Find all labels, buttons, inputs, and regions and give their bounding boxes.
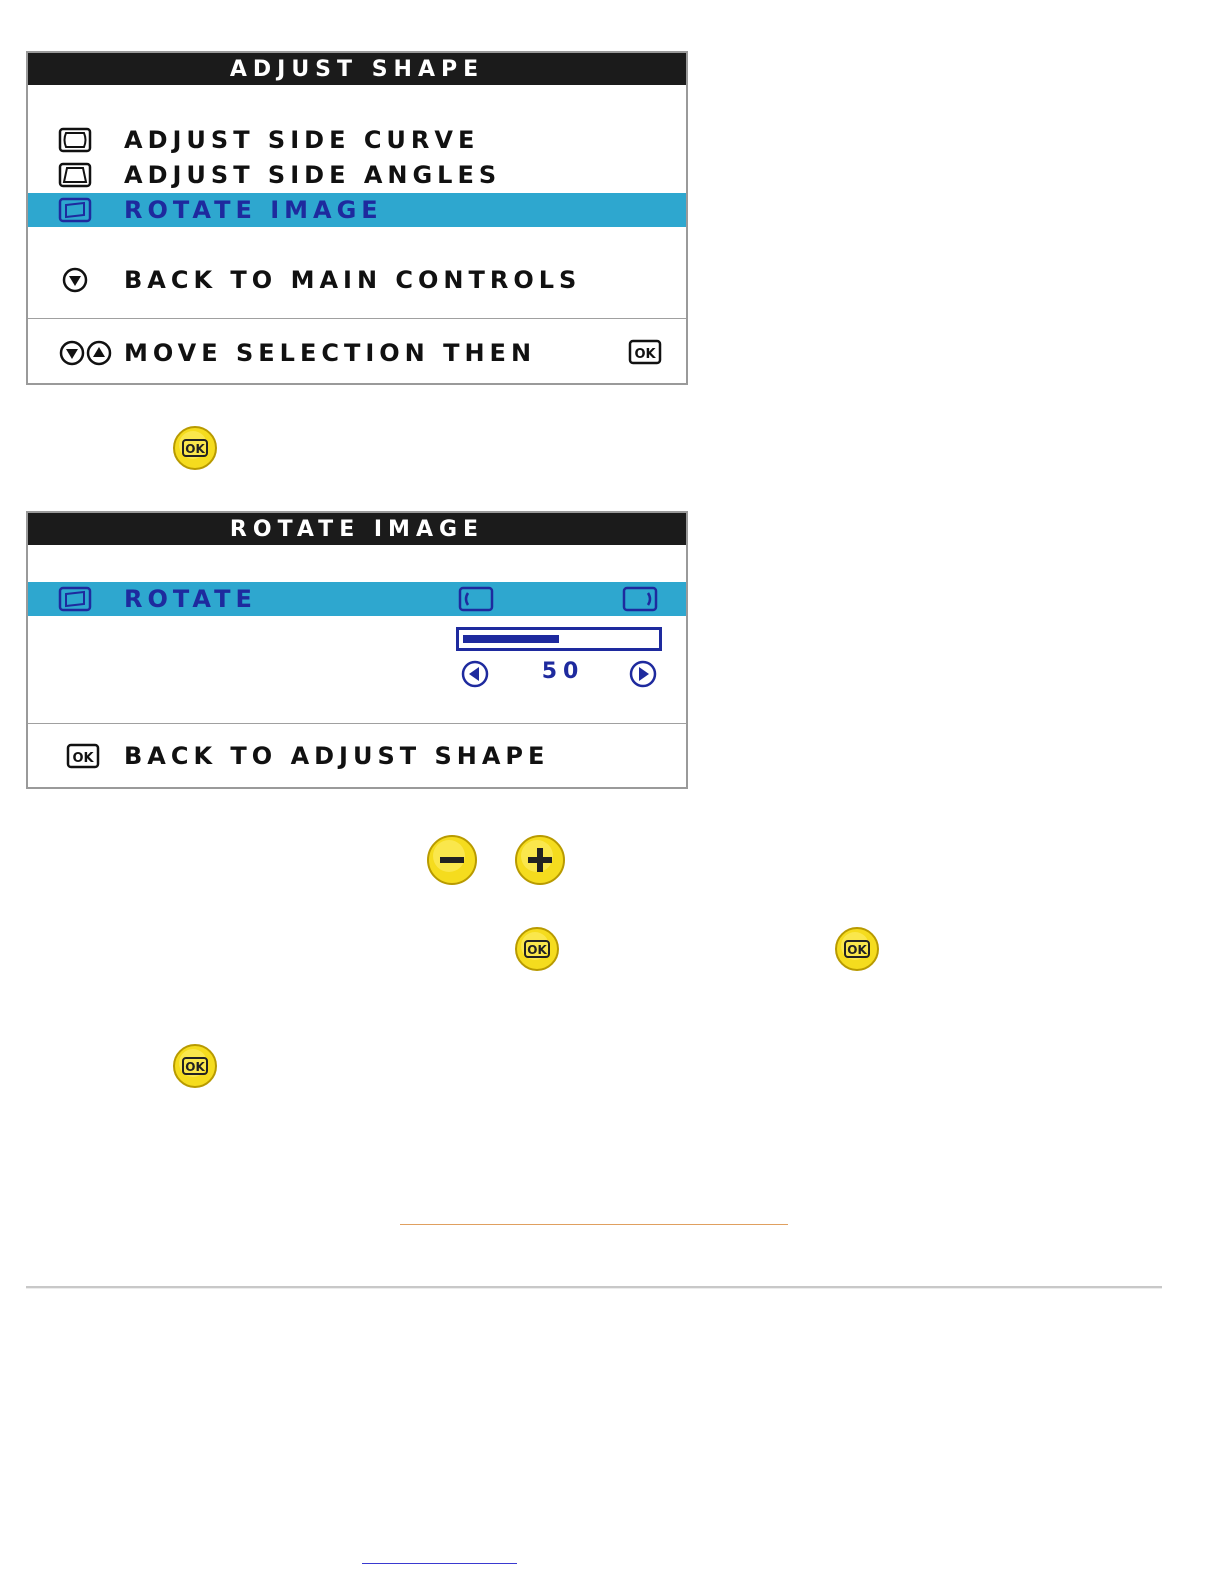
ok-key-icon: [66, 743, 100, 773]
menu-item-label: ADJUST SIDE ANGLES: [124, 161, 502, 189]
ok-button-icon: [172, 1043, 218, 1089]
plus-button-icon: [514, 834, 566, 886]
menu-item-rotate-image[interactable]: [28, 193, 686, 227]
menu-item-label: ROTATE IMAGE: [124, 196, 383, 224]
rotate-value: 50: [541, 659, 585, 684]
menu-item-label: ROTATE: [124, 585, 257, 613]
osd-divider: [28, 723, 686, 724]
right-arrow-icon[interactable]: [629, 660, 657, 692]
menu-item-adjust-side-angles[interactable]: [28, 158, 686, 192]
rotate-image-osd: [26, 511, 688, 789]
down-up-arrows-icon: [58, 338, 114, 368]
side-curve-icon: [58, 125, 92, 155]
rotate-image-icon: [58, 584, 92, 614]
rotate-left-icon: [458, 586, 494, 616]
horizontal-rule: [26, 1286, 1162, 1289]
adjust-shape-osd: [26, 51, 688, 385]
ok-button-icon: [514, 926, 560, 972]
slider-fill: [463, 635, 559, 643]
menu-item-label: ADJUST SIDE CURVE: [124, 126, 480, 154]
side-angles-icon: [58, 160, 92, 190]
svg-text:OK: OK: [185, 442, 205, 456]
menu-item-rotate[interactable]: [28, 582, 686, 616]
rotate-image-icon: [58, 195, 92, 225]
ok-button-icon: [172, 425, 218, 471]
menu-item-back-to-adjust-shape[interactable]: [28, 739, 686, 773]
down-arrow-icon: [58, 265, 92, 295]
minus-button-icon: [426, 834, 478, 886]
ok-button-icon: [834, 926, 880, 972]
link-underline[interactable]: [400, 1224, 788, 1225]
svg-text:OK: OK: [185, 1060, 205, 1074]
left-arrow-icon[interactable]: [461, 660, 489, 692]
rotate-slider[interactable]: [456, 627, 662, 651]
osd-divider: [28, 318, 686, 319]
ok-key-icon: [628, 339, 662, 369]
menu-item-back-to-main-controls[interactable]: [28, 263, 686, 297]
svg-text:OK: OK: [634, 347, 656, 362]
osd-footer: [28, 336, 686, 370]
osd-title: ROTATE IMAGE: [28, 513, 686, 545]
svg-text:OK: OK: [527, 943, 547, 957]
link-underline[interactable]: [362, 1563, 517, 1564]
footer-label: MOVE SELECTION THEN: [124, 339, 537, 367]
svg-text:OK: OK: [72, 751, 94, 766]
svg-text:OK: OK: [847, 943, 867, 957]
osd-title: ADJUST SHAPE: [28, 53, 686, 85]
menu-item-adjust-side-curve[interactable]: [28, 123, 686, 157]
menu-item-label: BACK TO ADJUST SHAPE: [124, 742, 550, 770]
menu-item-label: BACK TO MAIN CONTROLS: [124, 266, 582, 294]
rotate-right-icon: [622, 586, 658, 616]
